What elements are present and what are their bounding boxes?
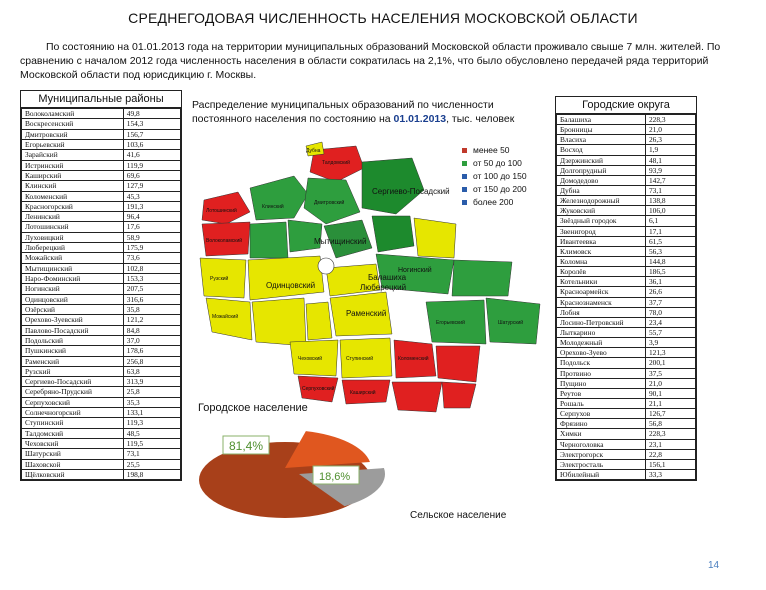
municipal-value-cell: 25,8 xyxy=(123,387,180,397)
pie-slice-urban xyxy=(285,431,370,468)
urban-population-label: Городское население xyxy=(198,402,308,414)
municipal-value-cell: 25,5 xyxy=(123,459,180,469)
city-name-cell: Дубна xyxy=(557,185,646,195)
municipal-name-cell: Волоколамский xyxy=(22,109,124,119)
city-name-cell: Котельники xyxy=(557,277,646,287)
district-podolsk xyxy=(306,302,332,340)
municipal-row xyxy=(22,377,181,387)
municipal-districts-table xyxy=(20,90,182,481)
district-sergiev xyxy=(362,158,424,214)
municipal-row xyxy=(22,397,181,407)
city-row xyxy=(557,409,696,419)
municipal-value-cell: 191,3 xyxy=(123,201,180,211)
city-row xyxy=(557,307,696,317)
city-value-cell: 37,7 xyxy=(645,297,695,307)
city-value-cell: 22,8 xyxy=(645,449,695,459)
map-label-mozhaysk: Можайский xyxy=(212,314,239,320)
city-name-cell: Реутов xyxy=(557,388,646,398)
municipal-row xyxy=(22,150,181,160)
map-label-shatura: Шатурский xyxy=(498,320,524,326)
municipal-value-cell: 37,0 xyxy=(123,335,180,345)
municipal-name-cell: Зарайский xyxy=(22,150,124,160)
district-naro xyxy=(252,298,306,346)
map-label-egorevsk: Егорьевский xyxy=(436,320,465,326)
municipal-value-cell: 119,3 xyxy=(123,418,180,428)
legend-item xyxy=(462,183,527,196)
municipal-value-cell: 127,9 xyxy=(123,181,180,191)
city-name-cell: Власиха xyxy=(557,135,646,145)
municipal-value-cell: 35,8 xyxy=(123,304,180,314)
municipal-name-cell: Егорьевский xyxy=(22,139,124,149)
legend-label: от 150 до 200 xyxy=(473,184,527,194)
municipal-row xyxy=(22,191,181,201)
map-label-noginsk: Ногинский xyxy=(398,267,432,274)
legend-label: от 50 до 100 xyxy=(473,158,522,168)
municipal-name-cell: Луховицкий xyxy=(22,232,124,242)
municipal-row xyxy=(22,181,181,191)
city-row xyxy=(557,338,696,348)
map-label-klin: Клинский xyxy=(262,204,284,210)
city-row xyxy=(557,287,696,297)
city-name-cell: Королёв xyxy=(557,267,646,277)
municipal-value-cell: 198,8 xyxy=(123,469,180,479)
municipal-name-cell: Можайский xyxy=(22,253,124,263)
municipal-row xyxy=(22,222,181,232)
city-value-cell: 78,0 xyxy=(645,307,695,317)
district-istra xyxy=(250,222,288,258)
city-value-cell: 26,3 xyxy=(645,135,695,145)
city-row xyxy=(557,378,696,388)
city-row xyxy=(557,429,696,439)
legend-item xyxy=(462,196,527,209)
city-value-cell: 90,1 xyxy=(645,388,695,398)
municipal-table-header: Муниципальные районы xyxy=(21,91,181,108)
city-row xyxy=(557,196,696,206)
map-label-kolomna: Коломенский xyxy=(398,356,429,362)
city-row xyxy=(557,358,696,368)
municipal-name-cell: Ногинский xyxy=(22,284,124,294)
legend-label: более 200 xyxy=(473,197,514,207)
municipal-name-cell: Дмитровский xyxy=(22,129,124,139)
map-label-volokolamsk: Волоколамский xyxy=(206,238,243,244)
city-name-cell: Химки xyxy=(557,429,646,439)
municipal-row xyxy=(22,356,181,366)
city-value-cell: 126,7 xyxy=(645,409,695,419)
district-pushkino xyxy=(372,216,414,252)
caption-tail: , тыс. человек xyxy=(446,113,515,125)
city-value-cell: 156,1 xyxy=(645,459,695,469)
municipal-row xyxy=(22,201,181,211)
city-row xyxy=(557,135,696,145)
municipal-value-cell: 316,6 xyxy=(123,294,180,304)
municipal-name-cell: Ленинский xyxy=(22,212,124,222)
map-label-sergiev: Сергиево-Посадский xyxy=(372,187,450,196)
municipal-name-cell: Шаховской xyxy=(22,459,124,469)
city-value-cell: 138,8 xyxy=(645,196,695,206)
map-label-kashira: Каширский xyxy=(350,390,376,396)
municipal-value-cell: 121,2 xyxy=(123,315,180,325)
municipal-row xyxy=(22,335,181,345)
municipal-value-cell: 313,9 xyxy=(123,377,180,387)
page-number: 14 xyxy=(708,560,720,571)
municipal-value-cell: 41,6 xyxy=(123,150,180,160)
municipal-value-cell: 96,4 xyxy=(123,212,180,222)
city-row xyxy=(557,348,696,358)
city-name-cell: Пущино xyxy=(557,378,646,388)
city-row xyxy=(557,368,696,378)
municipal-row xyxy=(22,243,181,253)
city-name-cell: Подольск xyxy=(557,358,646,368)
city-name-cell: Лобня xyxy=(557,307,646,317)
municipal-value-cell: 133,1 xyxy=(123,408,180,418)
map-label-odintsovo: Одинцовский xyxy=(266,281,316,290)
city-value-cell: 1,9 xyxy=(645,145,695,155)
municipal-row xyxy=(22,459,181,469)
municipal-name-cell: Подольский xyxy=(22,335,124,345)
municipal-row xyxy=(22,418,181,428)
municipal-value-cell: 102,8 xyxy=(123,263,180,273)
city-name-cell: Красноармейск xyxy=(557,287,646,297)
legend-label: от 100 до 150 xyxy=(473,171,527,181)
city-value-cell: 37,5 xyxy=(645,368,695,378)
municipal-value-cell: 178,6 xyxy=(123,346,180,356)
legend-item xyxy=(462,170,527,183)
city-row xyxy=(557,419,696,429)
city-row xyxy=(557,216,696,226)
city-row xyxy=(557,388,696,398)
map-label-dubna: Дубна xyxy=(306,148,321,154)
map-label-lotoshino: Лотошинский xyxy=(206,208,237,214)
legend-item xyxy=(462,157,527,170)
district-odintsovo xyxy=(248,256,324,300)
municipal-name-cell: Красногорский xyxy=(22,201,124,211)
municipal-row xyxy=(22,439,181,449)
city-value-cell: 228,3 xyxy=(645,429,695,439)
municipal-row xyxy=(22,449,181,459)
municipal-row xyxy=(22,284,181,294)
municipal-row xyxy=(22,119,181,129)
map-label-balashikha: Балашиха xyxy=(368,273,407,282)
municipal-name-cell: Рузский xyxy=(22,366,124,376)
city-row xyxy=(557,256,696,266)
municipal-row xyxy=(22,232,181,242)
city-value-cell: 142,7 xyxy=(645,175,695,185)
city-name-cell: Звёздный городок xyxy=(557,216,646,226)
map-legend xyxy=(462,144,527,209)
municipal-value-cell: 119,5 xyxy=(123,439,180,449)
city-row xyxy=(557,398,696,408)
municipal-row xyxy=(22,263,181,273)
municipal-row xyxy=(22,408,181,418)
municipal-row xyxy=(22,315,181,325)
city-value-cell: 106,0 xyxy=(645,206,695,216)
municipal-row xyxy=(22,170,181,180)
municipal-value-cell: 156,7 xyxy=(123,129,180,139)
map-label-taldom: Талдомский xyxy=(322,160,350,166)
municipal-value-cell: 17,6 xyxy=(123,222,180,232)
city-value-cell: 61,5 xyxy=(645,236,695,246)
city-name-cell: Жуковский xyxy=(557,206,646,216)
legend-label: менее 50 xyxy=(473,145,510,155)
rural-population-label: Сельское население xyxy=(410,510,507,521)
map-caption xyxy=(192,98,552,126)
city-name-cell: Рошаль xyxy=(557,398,646,408)
city-value-cell: 144,8 xyxy=(645,256,695,266)
municipal-value-cell: 154,3 xyxy=(123,119,180,129)
city-row xyxy=(557,267,696,277)
map-label-chekhov: Чеховский xyxy=(298,356,323,362)
municipal-name-cell: Чеховский xyxy=(22,439,124,449)
municipal-name-cell: Истринский xyxy=(22,160,124,170)
city-name-cell: Бронницы xyxy=(557,125,646,135)
city-name-cell: Домодедово xyxy=(557,175,646,185)
intro-paragraph: По состоянию на 01.01.2013 года на территории муниципальных образований Московской области проживало свыше 7 млн. жителей. По сравнению с началом 2012 года численность населения в области сократилась на 2,1%, что было обусловлено передачей ряда территорий Московской области под юрисдикцию г. Москвы. xyxy=(20,41,721,81)
city-row xyxy=(557,459,696,469)
city-row xyxy=(557,206,696,216)
municipal-value-cell: 256,8 xyxy=(123,356,180,366)
district-serebr xyxy=(392,382,442,412)
caption-date: 01.01.2013 xyxy=(393,113,447,125)
city-name-cell: Электросталь xyxy=(557,459,646,469)
city-row xyxy=(557,236,696,246)
municipal-value-cell: 49,8 xyxy=(123,109,180,119)
municipal-name-cell: Павлово-Посадский xyxy=(22,325,124,335)
municipal-name-cell: Люберецкий xyxy=(22,243,124,253)
city-name-cell: Долгопрудный xyxy=(557,165,646,175)
city-row xyxy=(557,277,696,287)
municipal-row xyxy=(22,366,181,376)
municipal-value-cell: 103,6 xyxy=(123,139,180,149)
municipal-row xyxy=(22,109,181,119)
municipal-row xyxy=(22,469,181,479)
municipal-value-cell: 48,5 xyxy=(123,428,180,438)
city-value-cell: 186,5 xyxy=(645,267,695,277)
page-title: СРЕДНЕГОДОВАЯ ЧИСЛЕННОСТЬ НАСЕЛЕНИЯ МОСКОВСКОЙ ОБЛАСТИ xyxy=(128,10,638,26)
legend-swatch xyxy=(462,200,467,205)
legend-swatch xyxy=(462,187,467,192)
district-lukhovitsy xyxy=(436,346,480,382)
municipal-name-cell: Наро-Фоминский xyxy=(22,274,124,284)
municipal-row xyxy=(22,274,181,284)
map-label-mytishchi: Мытищинский xyxy=(314,237,367,246)
municipal-value-cell: 73,1 xyxy=(123,449,180,459)
rural-value-label: 18,6% xyxy=(319,471,351,483)
city-name-cell: Коломна xyxy=(557,256,646,266)
municipal-name-cell: Солнечногорский xyxy=(22,408,124,418)
city-name-cell: Протвино xyxy=(557,368,646,378)
municipal-value-cell: 69,6 xyxy=(123,170,180,180)
city-row xyxy=(557,115,696,125)
district-solnechnogorsk xyxy=(288,220,322,252)
municipal-row xyxy=(22,212,181,222)
municipal-row xyxy=(22,346,181,356)
municipal-value-cell: 153,3 xyxy=(123,274,180,284)
legend-swatch xyxy=(462,174,467,179)
municipal-row xyxy=(22,304,181,314)
municipal-name-cell: Пушкинский xyxy=(22,346,124,356)
city-row xyxy=(557,327,696,337)
city-value-cell: 3,9 xyxy=(645,338,695,348)
municipal-name-cell: Ступинский xyxy=(22,418,124,428)
municipal-name-cell: Каширский xyxy=(22,170,124,180)
municipal-row xyxy=(22,387,181,397)
city-name-cell: Звенигород xyxy=(557,226,646,236)
city-row xyxy=(557,317,696,327)
map-label-ramensky: Раменский xyxy=(346,309,387,318)
municipal-row xyxy=(22,129,181,139)
municipal-name-cell: Клинский xyxy=(22,181,124,191)
city-row xyxy=(557,185,696,195)
municipal-name-cell: Талдомский xyxy=(22,428,124,438)
municipal-value-cell: 63,8 xyxy=(123,366,180,376)
city-value-cell: 200,1 xyxy=(645,358,695,368)
city-value-cell: 17,1 xyxy=(645,226,695,236)
city-row xyxy=(557,226,696,236)
city-row xyxy=(557,125,696,135)
city-name-cell: Дзержинский xyxy=(557,155,646,165)
city-row xyxy=(557,439,696,449)
municipal-name-cell: Одинцовский xyxy=(22,294,124,304)
city-row xyxy=(557,155,696,165)
city-value-cell: 26,6 xyxy=(645,287,695,297)
caption-text: Распределение муниципальных образований по численности постоянного населения по состоянию на xyxy=(192,99,494,125)
municipal-name-cell: Раменский xyxy=(22,356,124,366)
municipal-name-cell: Коломенский xyxy=(22,191,124,201)
municipal-name-cell: Щёлковский xyxy=(22,469,124,479)
city-value-cell: 56,8 xyxy=(645,419,695,429)
municipal-value-cell: 84,8 xyxy=(123,325,180,335)
map-label-ruza: Рузский xyxy=(210,276,229,282)
legend-item xyxy=(462,144,527,157)
city-name-cell: Лосино-Петровский xyxy=(557,317,646,327)
city-name-cell: Ивантеевка xyxy=(557,236,646,246)
city-name-cell: Климовск xyxy=(557,246,646,256)
city-name-cell: Орехово-Зуево xyxy=(557,348,646,358)
municipal-value-cell: 35,3 xyxy=(123,397,180,407)
municipal-row xyxy=(22,253,181,263)
city-row xyxy=(557,246,696,256)
city-value-cell: 93,9 xyxy=(645,165,695,175)
map-label-serpukhov: Серпуховский xyxy=(302,386,335,392)
city-row xyxy=(557,175,696,185)
municipal-name-cell: Сергиево-Посадский xyxy=(22,377,124,387)
population-pie-chart xyxy=(195,418,405,528)
city-value-cell: 21,1 xyxy=(645,398,695,408)
legend-swatch xyxy=(462,161,467,166)
municipal-value-cell: 175,9 xyxy=(123,243,180,253)
city-row xyxy=(557,165,696,175)
city-name-cell: Железнодорожный xyxy=(557,196,646,206)
map-label-stupino: Ступинский xyxy=(346,356,373,362)
city-row xyxy=(557,145,696,155)
municipal-row xyxy=(22,160,181,170)
municipal-row xyxy=(22,139,181,149)
city-name-cell: Юбилейный xyxy=(557,469,646,479)
city-name-cell: Краснознаменск xyxy=(557,297,646,307)
municipal-name-cell: Мытищинский xyxy=(22,263,124,273)
municipal-value-cell: 45,3 xyxy=(123,191,180,201)
city-value-cell: 228,3 xyxy=(645,115,695,125)
city-name-cell: Балашиха xyxy=(557,115,646,125)
municipal-name-cell: Орехово-Зуевский xyxy=(22,315,124,325)
municipal-value-cell: 119,9 xyxy=(123,160,180,170)
district-klin xyxy=(250,176,308,220)
city-value-cell: 33,3 xyxy=(645,469,695,479)
city-value-cell: 36,1 xyxy=(645,277,695,287)
city-row xyxy=(557,469,696,479)
municipal-value-cell: 73,6 xyxy=(123,253,180,263)
urban-value-label: 81,4% xyxy=(229,439,264,453)
city-value-cell: 23,4 xyxy=(645,317,695,327)
city-name-cell: Фрязино xyxy=(557,419,646,429)
city-value-cell: 121,3 xyxy=(645,348,695,358)
city-value-cell: 21,0 xyxy=(645,125,695,135)
municipal-row xyxy=(22,325,181,335)
district-zaraysk xyxy=(442,382,476,408)
city-value-cell: 55,7 xyxy=(645,327,695,337)
municipal-value-cell: 207,5 xyxy=(123,284,180,294)
city-name-cell: Молодежный xyxy=(557,338,646,348)
city-districts-table xyxy=(555,96,697,481)
legend-swatch xyxy=(462,148,467,153)
city-value-cell: 6,1 xyxy=(645,216,695,226)
municipal-row xyxy=(22,294,181,304)
municipal-value-cell: 58,9 xyxy=(123,232,180,242)
city-value-cell: 48,1 xyxy=(645,155,695,165)
district-orekhovo xyxy=(452,260,512,296)
city-value-cell: 56,3 xyxy=(645,246,695,256)
municipal-name-cell: Озёрский xyxy=(22,304,124,314)
city-name-cell: Черноголовка xyxy=(557,439,646,449)
city-value-cell: 23,1 xyxy=(645,439,695,449)
city-value-cell: 21,0 xyxy=(645,378,695,388)
city-value-cell: 73,1 xyxy=(645,185,695,195)
city-name-cell: Восход xyxy=(557,145,646,155)
municipal-name-cell: Воскресенский xyxy=(22,119,124,129)
municipal-name-cell: Серпуховский xyxy=(22,397,124,407)
city-row xyxy=(557,449,696,459)
city-name-cell: Серпухов xyxy=(557,409,646,419)
city-name-cell: Электрогорск xyxy=(557,449,646,459)
municipal-name-cell: Лотошинский xyxy=(22,222,124,232)
city-table-header: Городские округа xyxy=(556,97,696,114)
municipal-row xyxy=(22,428,181,438)
municipal-name-cell: Серебряно-Прудский xyxy=(22,387,124,397)
city-name-cell: Лыткарино xyxy=(557,327,646,337)
city-row xyxy=(557,297,696,307)
moscow-center xyxy=(318,258,334,274)
map-label-dmitrov: Дмитровский xyxy=(314,200,345,206)
district-shchelkovo xyxy=(414,218,456,258)
municipal-name-cell: Шатурский xyxy=(22,449,124,459)
map-label-lyubertsy: Люберецкий xyxy=(360,283,407,292)
